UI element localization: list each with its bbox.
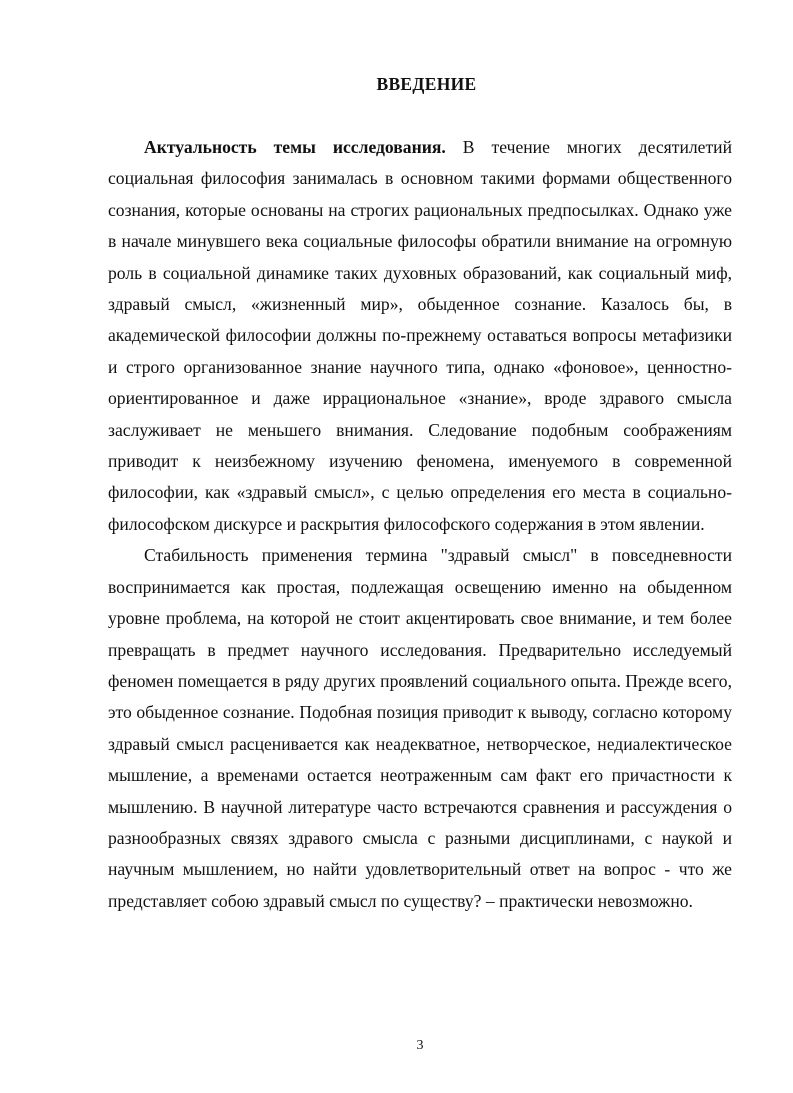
paragraph-text: Стабильность применения термина "здравый смысл" в повседневности воспринимается как простая, подлежащая освещению именно на обыденном уровне проблема, на которой не стоит акцентировать свое внимание, и тем более превращать в предмет научного исследования. Предварительно исследуемый феномен помещается в ряду других проявлений социального опыта. Прежде всего, это обыденное сознание. Подобная позиция приводит к выводу, согласно которому здравый смысл расценивается как неадекватное, нетворческое, недиалектическое мышление, а временами остается неотраженным сам факт его причастности к мышлению. В научной литературе часто встречаются сравнения и рассуждения о разнообразных связях здравого смысла с разными дисциплинами, с наукой и научным мышлением, но найти удовлетворительный ответ на вопрос - что же представляет собою здравый смысл по существу? – практически невозможно. [108,545,732,911]
body-text [108,132,732,917]
paragraph-relevance [108,132,732,540]
paragraph-lead: Актуальность темы исследования. [144,137,446,157]
page-number: 3 [416,1038,424,1053]
page-title: ВВЕДЕНИЕ [376,74,477,94]
paragraph-stability [108,540,732,917]
paragraph-text: В течение многих десятилетий социальная философия занималась в основном такими формами общественного сознания, которые основаны на строгих рациональных предпосылках. Однако уже в начале минувшего века социальные философы обратили внимание на огромную роль в социальной динамике таких духовных образований, как социальный миф, здравый смысл, «жизненный мир», обыденное сознание. Казалось бы, в академической философии должны по-прежнему оставаться вопросы метафизики и строго организованное знание научного типа, однако «фоновое», ценностно-ориентированное и даже иррациональное «знание», вроде здравого смысла заслуживает не меньшего внимания. Следование подобным соображениям приводит к неизбежному изучению феномена, именуемого в современной философии, как «здравый смысл», с целью определения его места в социально-философском дискурсе и раскрытия философского содержания в этом явлении. [108,137,732,534]
